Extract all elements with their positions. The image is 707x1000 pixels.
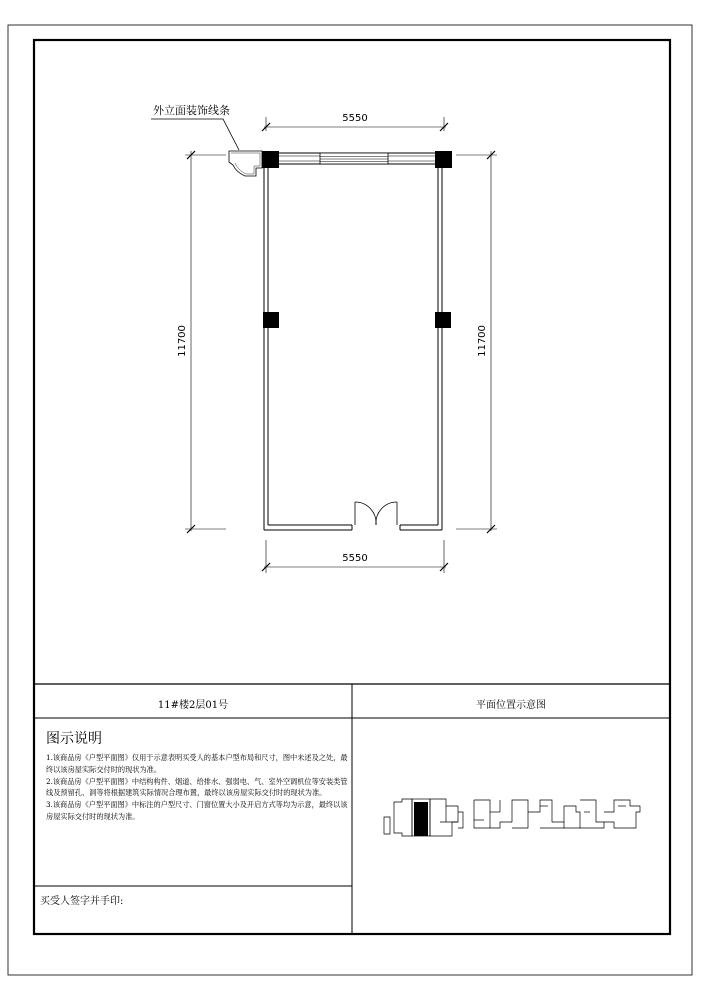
unit-name: 11#楼2层01号 xyxy=(157,700,229,711)
double-door xyxy=(355,502,397,525)
callout-label: 外立面装饰线条 xyxy=(153,104,230,117)
dimension-lines xyxy=(185,117,497,573)
column xyxy=(435,312,451,328)
note-item: 3.该商品房《户型平面图》中标注的户型尺寸、门窗位置大小及开启方式等均为示意，最终以该房屋实际交付时的现状为准。 xyxy=(46,800,348,821)
column xyxy=(263,312,279,328)
column xyxy=(435,151,452,168)
outer-frame xyxy=(8,25,692,975)
note-item: 1.该商品房《户型平面图》仅用于示意表明买受人的基本户型布局和尺寸，图中未述及之处，最终以该房屋实际交付时的现状为准。 xyxy=(46,753,348,774)
location-key-plan xyxy=(384,799,640,836)
dim-height-right: 11700 xyxy=(477,325,488,357)
buyer-signature-label: 买受人签字并手印: xyxy=(40,896,124,907)
window-top xyxy=(320,153,388,164)
dim-height-left: 11700 xyxy=(177,325,188,357)
floor-plan xyxy=(151,119,452,530)
location-title: 平面位置示意图 xyxy=(476,700,546,711)
dim-width-bottom: 5550 xyxy=(342,553,368,564)
notes-heading: 图示说明 xyxy=(46,731,102,747)
highlighted-unit xyxy=(414,802,428,836)
column xyxy=(262,151,279,168)
note-item: 2.该商品房《户型平面图》中结构构件、烟道、给排水、强弱电、气、室外空调机位等安装类管线及预留孔、洞等将根据建筑实际情况合理布置，最终以该房屋实际交付时的现状为准。 xyxy=(46,776,348,798)
dim-width-top: 5550 xyxy=(342,113,368,124)
facade-molding xyxy=(229,151,262,176)
notes-list xyxy=(46,752,348,823)
